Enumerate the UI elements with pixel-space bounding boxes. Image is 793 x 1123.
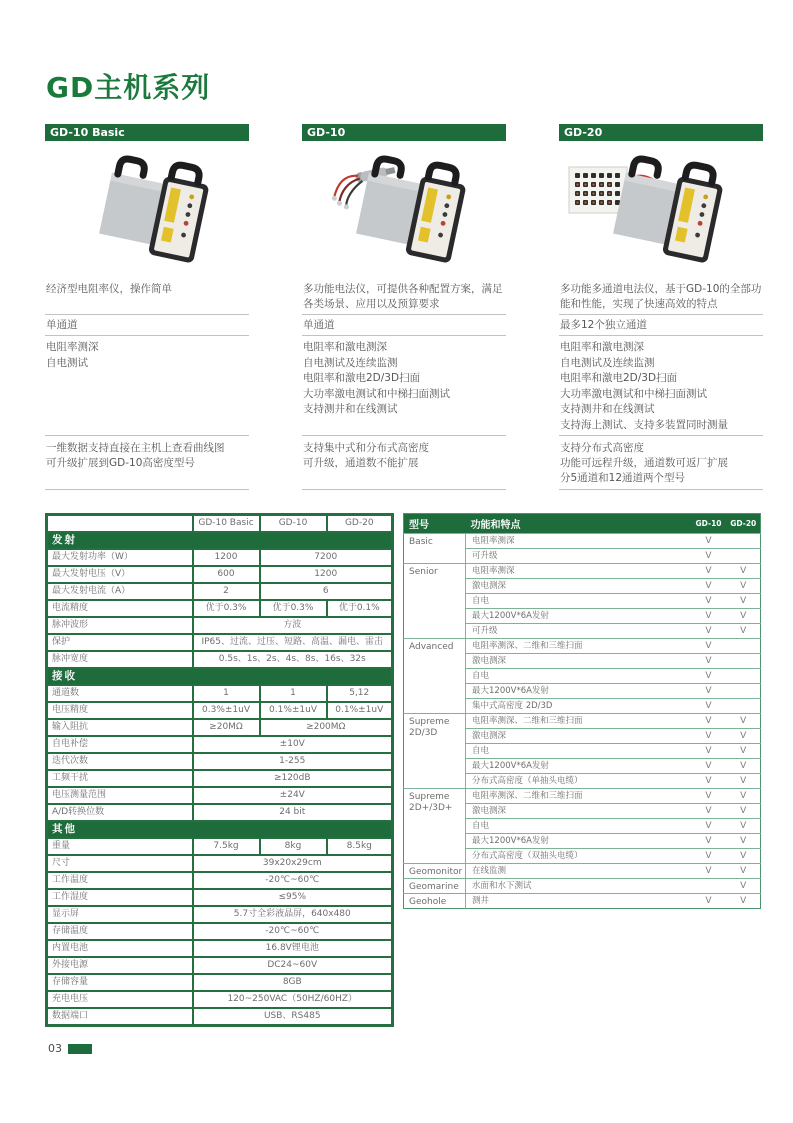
spec-row-label: 工频干扰 — [47, 770, 193, 787]
spec-value: ≥20MΩ — [193, 719, 260, 736]
spec-row-label: 自电补偿 — [47, 736, 193, 753]
gd10-check — [691, 879, 727, 894]
feature-line: 大功率激电测试和中梯扫面测试 — [303, 387, 450, 400]
product-feature-list — [559, 336, 763, 436]
note-line: 可升级扩展到GD-10高密度型号 — [46, 457, 195, 469]
spec-value: 优于0.1% — [327, 600, 393, 617]
model-feature: 电阻率测深 — [466, 564, 691, 579]
spec-value: 5.7寸全彩液晶屏，640x480 — [193, 906, 393, 923]
model-feature: 可升级 — [466, 624, 691, 639]
gd10-check: V — [691, 744, 727, 759]
spec-value: 1-255 — [193, 753, 393, 770]
spec-value: 1 — [260, 685, 327, 702]
model-row — [404, 534, 761, 549]
model-column-header: 型号 — [404, 514, 466, 534]
model-name: Senior — [404, 564, 466, 639]
spec-value: ±24V — [193, 787, 393, 804]
spec-value: 39x20x29cm — [193, 855, 393, 872]
product-columns — [45, 124, 763, 490]
model-name: Supreme 2D+/3D+ — [404, 789, 466, 864]
spec-value: 8GB — [193, 974, 393, 991]
spec-value: 1200 — [193, 549, 260, 566]
gd10-check: V — [691, 639, 727, 654]
spec-table — [45, 513, 394, 1027]
model-feature: 激电测深 — [466, 804, 691, 819]
note-line: 支持分布式高密度 — [560, 442, 644, 454]
spec-row — [47, 736, 393, 753]
note-line: 支持集中式和分布式高密度 — [303, 442, 429, 454]
spec-section-row — [47, 821, 393, 838]
spec-value: 600 — [193, 566, 260, 583]
product-header-bar — [559, 124, 763, 141]
gd20-check: V — [727, 609, 761, 624]
product-card — [559, 124, 763, 490]
gd20-check — [727, 534, 761, 549]
gd20-check: V — [727, 774, 761, 789]
gd20-check: V — [727, 729, 761, 744]
spec-value: 120~250VAC（50HZ/60HZ） — [193, 991, 393, 1008]
spec-row-label: 充电电压 — [47, 991, 193, 1008]
spec-value: 方波 — [193, 617, 393, 634]
product-notes — [302, 436, 506, 490]
model-table — [403, 513, 761, 909]
gd20-check: V — [727, 714, 761, 729]
gd10-check: V — [691, 699, 727, 714]
spec-section-row — [47, 668, 393, 685]
spec-row-label: A/D转换位数 — [47, 804, 193, 821]
model-name: Advanced — [404, 639, 466, 714]
gd10-check: V — [691, 534, 727, 549]
gd20-check: V — [727, 804, 761, 819]
spec-row-label: 外接电源 — [47, 957, 193, 974]
model-name: Basic — [404, 534, 466, 564]
model-feature: 集中式高密度 2D/3D — [466, 699, 691, 714]
gd10-check: V — [691, 774, 727, 789]
gd20-check — [727, 639, 761, 654]
model-feature: 激电测深 — [466, 579, 691, 594]
spec-row — [47, 1008, 393, 1026]
spec-row-label: 重量 — [47, 838, 193, 855]
gd10-check: V — [691, 849, 727, 864]
gd10-check: V — [691, 564, 727, 579]
product-notes — [559, 436, 763, 490]
spec-row — [47, 770, 393, 787]
model-name: Geohole — [404, 894, 466, 909]
spec-value: 16.8V锂电池 — [193, 940, 393, 957]
model-row — [404, 714, 761, 729]
features-column-header: 功能和特点 — [466, 514, 691, 534]
product-intro: 经济型电阻率仪，操作简单 — [45, 281, 249, 315]
model-name: Supreme 2D/3D — [404, 714, 466, 789]
model-table-header-row — [404, 514, 761, 534]
spec-row — [47, 634, 393, 651]
instrument-box-illustration — [47, 147, 247, 275]
feature-line: 自电测试 — [46, 356, 88, 369]
spec-column-header: GD-10 Basic — [193, 515, 260, 533]
feature-line: 电阻率和激电测深 — [560, 341, 644, 353]
model-feature: 电阻率测深、二维和三维扫面 — [466, 639, 691, 654]
model-feature: 电阻率测深 — [466, 534, 691, 549]
gd10-check: V — [691, 579, 727, 594]
model-feature: 电阻率测深、二维和三维扫面 — [466, 789, 691, 804]
model-row — [404, 894, 761, 909]
model-feature: 在线监测 — [466, 864, 691, 879]
model-feature: 激电测深 — [466, 654, 691, 669]
spec-value: 24 bit — [193, 804, 393, 821]
model-row — [404, 864, 761, 879]
gd20-check — [727, 684, 761, 699]
spec-row-label: 通道数 — [47, 685, 193, 702]
product-name: GD-20 — [564, 126, 603, 139]
spec-value: -20℃~60℃ — [193, 872, 393, 889]
spec-row — [47, 838, 393, 855]
gd20-check: V — [727, 819, 761, 834]
gd10-check: V — [691, 669, 727, 684]
spec-value: 优于0.3% — [260, 600, 327, 617]
spec-row-label: 电流精度 — [47, 600, 193, 617]
feature-line: 电阻率测深 — [46, 341, 99, 353]
gd10-check: V — [691, 594, 727, 609]
spec-column-header: GD-20 — [327, 515, 393, 533]
product-channels: 单通道 — [302, 315, 506, 336]
page-number: 03 — [48, 1042, 62, 1055]
spec-row — [47, 583, 393, 600]
spec-value: 8kg — [260, 838, 327, 855]
feature-line: 电阻率和激电2D/3D扫面 — [303, 372, 421, 384]
model-row — [404, 564, 761, 579]
note-line: 可升级，通道数不能扩展 — [303, 457, 419, 469]
gd10-check: V — [691, 714, 727, 729]
gd20-check: V — [727, 579, 761, 594]
spec-row-label: 保护 — [47, 634, 193, 651]
product-photo — [302, 141, 506, 281]
spec-value: 5,12 — [327, 685, 393, 702]
model-feature: 最大1200V*6A发射 — [466, 759, 691, 774]
model-feature: 自电 — [466, 594, 691, 609]
feature-line: 支持海上测试、支持多装置同时测量 — [560, 418, 728, 431]
product-photo — [45, 141, 249, 281]
spec-value: 0.1%±1uV — [260, 702, 327, 719]
gd10-check: V — [691, 819, 727, 834]
footer-green-swatch — [68, 1044, 92, 1054]
gd20-check: V — [727, 834, 761, 849]
spec-value: 1200 — [260, 566, 393, 583]
tables-row — [45, 513, 763, 1027]
gd20-check: V — [727, 864, 761, 879]
gd10-check: V — [691, 549, 727, 564]
spec-row-label: 工作温度 — [47, 872, 193, 889]
gd10-check: V — [691, 654, 727, 669]
note-line: 分5通道和12通道两个型号 — [560, 472, 686, 484]
model-feature: 自电 — [466, 819, 691, 834]
model-feature: 最大1200V*6A发射 — [466, 609, 691, 624]
model-feature: 可升级 — [466, 549, 691, 564]
gd10-check: V — [691, 624, 727, 639]
spec-row — [47, 872, 393, 889]
model-row — [404, 639, 761, 654]
spec-row-label: 脉冲宽度 — [47, 651, 193, 668]
spec-row-label: 尺寸 — [47, 855, 193, 872]
spec-value: 2 — [193, 583, 260, 600]
spec-row-label: 最大发射功率（W） — [47, 549, 193, 566]
product-intro: 多功能电法仪，可提供各种配置方案，满足各类场景、应用以及预算要求 — [302, 281, 506, 315]
gd10-check: V — [691, 804, 727, 819]
spec-value: ≤95% — [193, 889, 393, 906]
spec-value: 0.3%±1uV — [193, 702, 260, 719]
spec-row-label: 存储容量 — [47, 974, 193, 991]
product-photo — [559, 141, 763, 281]
spec-value: 7.5kg — [193, 838, 260, 855]
spec-row — [47, 617, 393, 634]
model-row — [404, 789, 761, 804]
spec-row — [47, 787, 393, 804]
product-header-bar — [45, 124, 249, 141]
gd10-check: V — [691, 609, 727, 624]
spec-row — [47, 974, 393, 991]
product-channels: 单通道 — [45, 315, 249, 336]
product-feature-list — [302, 336, 506, 436]
page-title: GD主机系列 — [46, 71, 211, 104]
spec-row — [47, 702, 393, 719]
gd20-check: V — [727, 849, 761, 864]
feature-line: 大功率激电测试和中梯扫面测试 — [560, 387, 707, 400]
spec-value: ≥200MΩ — [260, 719, 393, 736]
model-feature: 最大1200V*6A发射 — [466, 834, 691, 849]
product-name: GD-10 Basic — [50, 126, 125, 139]
feature-line: 支持测井和在线测试 — [560, 403, 655, 415]
gd20-check: V — [727, 564, 761, 579]
spec-row-label: 工作湿度 — [47, 889, 193, 906]
spec-row — [47, 719, 393, 736]
spec-section-title: 接收 — [47, 668, 393, 685]
gd20-check — [727, 549, 761, 564]
model-name: Geomonitor — [404, 864, 466, 879]
instrument-box-panel-illustration — [561, 147, 761, 275]
note-line: 一维数据支持直接在主机上查看曲线图 — [46, 442, 225, 454]
spec-value: IP65、过流、过压、短路、高温、漏电、雷击 — [193, 634, 393, 651]
gd20-check: V — [727, 744, 761, 759]
product-intro: 多功能多通道电法仪，基于GD-10的全部功能和性能，实现了快速高效的特点 — [559, 281, 763, 315]
gd20-check: V — [727, 624, 761, 639]
spec-value: DC24~60V — [193, 957, 393, 974]
gd20-check: V — [727, 879, 761, 894]
gd10-check: V — [691, 894, 727, 909]
feature-line: 电阻率和激电测深 — [303, 341, 387, 353]
spec-value: 1 — [193, 685, 260, 702]
spec-row-label: 电压精度 — [47, 702, 193, 719]
spec-row-label: 存储温度 — [47, 923, 193, 940]
instrument-box-cable-illustration — [304, 147, 504, 275]
gd10-check: V — [691, 759, 727, 774]
spec-corner-cell — [47, 515, 193, 533]
feature-line: 自电测试及连续监测 — [560, 356, 655, 369]
gd20-check: V — [727, 789, 761, 804]
spec-value: 优于0.3% — [193, 600, 260, 617]
model-feature: 水面和水下测试 — [466, 879, 691, 894]
spec-value: 0.5s、1s、2s、4s、8s、16s、32s — [193, 651, 393, 668]
model-feature: 分布式高密度（双抽头电缆） — [466, 849, 691, 864]
spec-row — [47, 855, 393, 872]
model-feature: 分布式高密度（单抽头电缆） — [466, 774, 691, 789]
spec-row — [47, 566, 393, 583]
product-feature-list — [45, 336, 249, 436]
spec-row — [47, 651, 393, 668]
product-notes — [45, 436, 249, 490]
spec-value: USB、RS485 — [193, 1008, 393, 1026]
spec-row-label: 数据端口 — [47, 1008, 193, 1026]
model-feature: 自电 — [466, 744, 691, 759]
spec-row — [47, 889, 393, 906]
product-name: GD-10 — [307, 126, 346, 139]
spec-row-label: 显示屏 — [47, 906, 193, 923]
page-footer — [48, 1042, 92, 1055]
model-feature: 测井 — [466, 894, 691, 909]
product-channels: 最多12个独立通道 — [559, 315, 763, 336]
spec-row — [47, 940, 393, 957]
gd20-column-header: GD-20 — [727, 514, 761, 534]
spec-value: 0.1%±1uV — [327, 702, 393, 719]
spec-value: ≥120dB — [193, 770, 393, 787]
spec-row — [47, 957, 393, 974]
model-feature: 激电测深 — [466, 729, 691, 744]
spec-row — [47, 991, 393, 1008]
model-name: Geomarine — [404, 879, 466, 894]
gd10-check: V — [691, 789, 727, 804]
spec-row — [47, 685, 393, 702]
spec-row — [47, 549, 393, 566]
gd10-check: V — [691, 834, 727, 849]
spec-section-row — [47, 532, 393, 549]
spec-row-label: 内置电池 — [47, 940, 193, 957]
spec-value: ±10V — [193, 736, 393, 753]
spec-value: 8.5kg — [327, 838, 393, 855]
spec-section-title: 发射 — [47, 532, 393, 549]
product-header-bar — [302, 124, 506, 141]
spec-value: -20℃~60℃ — [193, 923, 393, 940]
spec-row-label: 脉冲波形 — [47, 617, 193, 634]
model-feature: 最大1200V*6A发射 — [466, 684, 691, 699]
gd10-check: V — [691, 864, 727, 879]
gd20-check: V — [727, 759, 761, 774]
spec-row-label: 迭代次数 — [47, 753, 193, 770]
spec-row-label: 电压测量范围 — [47, 787, 193, 804]
feature-line: 自电测试及连续监测 — [303, 356, 398, 369]
spec-row-label: 输入阻抗 — [47, 719, 193, 736]
spec-column-header: GD-10 — [260, 515, 327, 533]
gd20-check: V — [727, 894, 761, 909]
spec-section-title: 其他 — [47, 821, 393, 838]
spec-row — [47, 753, 393, 770]
spec-row — [47, 906, 393, 923]
spec-row-label: 最大发射电压（V） — [47, 566, 193, 583]
spec-row — [47, 804, 393, 821]
gd10-check: V — [691, 729, 727, 744]
spec-header-row — [47, 515, 393, 533]
model-feature: 自电 — [466, 669, 691, 684]
gd20-check: V — [727, 594, 761, 609]
gd20-check — [727, 669, 761, 684]
gd20-check — [727, 699, 761, 714]
spec-value: 7200 — [260, 549, 393, 566]
gd20-check — [727, 654, 761, 669]
product-card — [302, 124, 506, 490]
note-line: 功能可远程升级，通道数可返厂扩展 — [560, 457, 728, 469]
spec-value: 6 — [260, 583, 393, 600]
model-row — [404, 879, 761, 894]
spec-row-label: 最大发射电流（A） — [47, 583, 193, 600]
gd10-column-header: GD-10 — [691, 514, 727, 534]
spec-row — [47, 923, 393, 940]
spec-row — [47, 600, 393, 617]
feature-line: 电阻率和激电2D/3D扫面 — [560, 372, 678, 384]
feature-line: 支持测井和在线测试 — [303, 403, 398, 415]
model-feature: 电阻率测深、二维和三维扫面 — [466, 714, 691, 729]
gd10-check: V — [691, 684, 727, 699]
product-card — [45, 124, 249, 490]
